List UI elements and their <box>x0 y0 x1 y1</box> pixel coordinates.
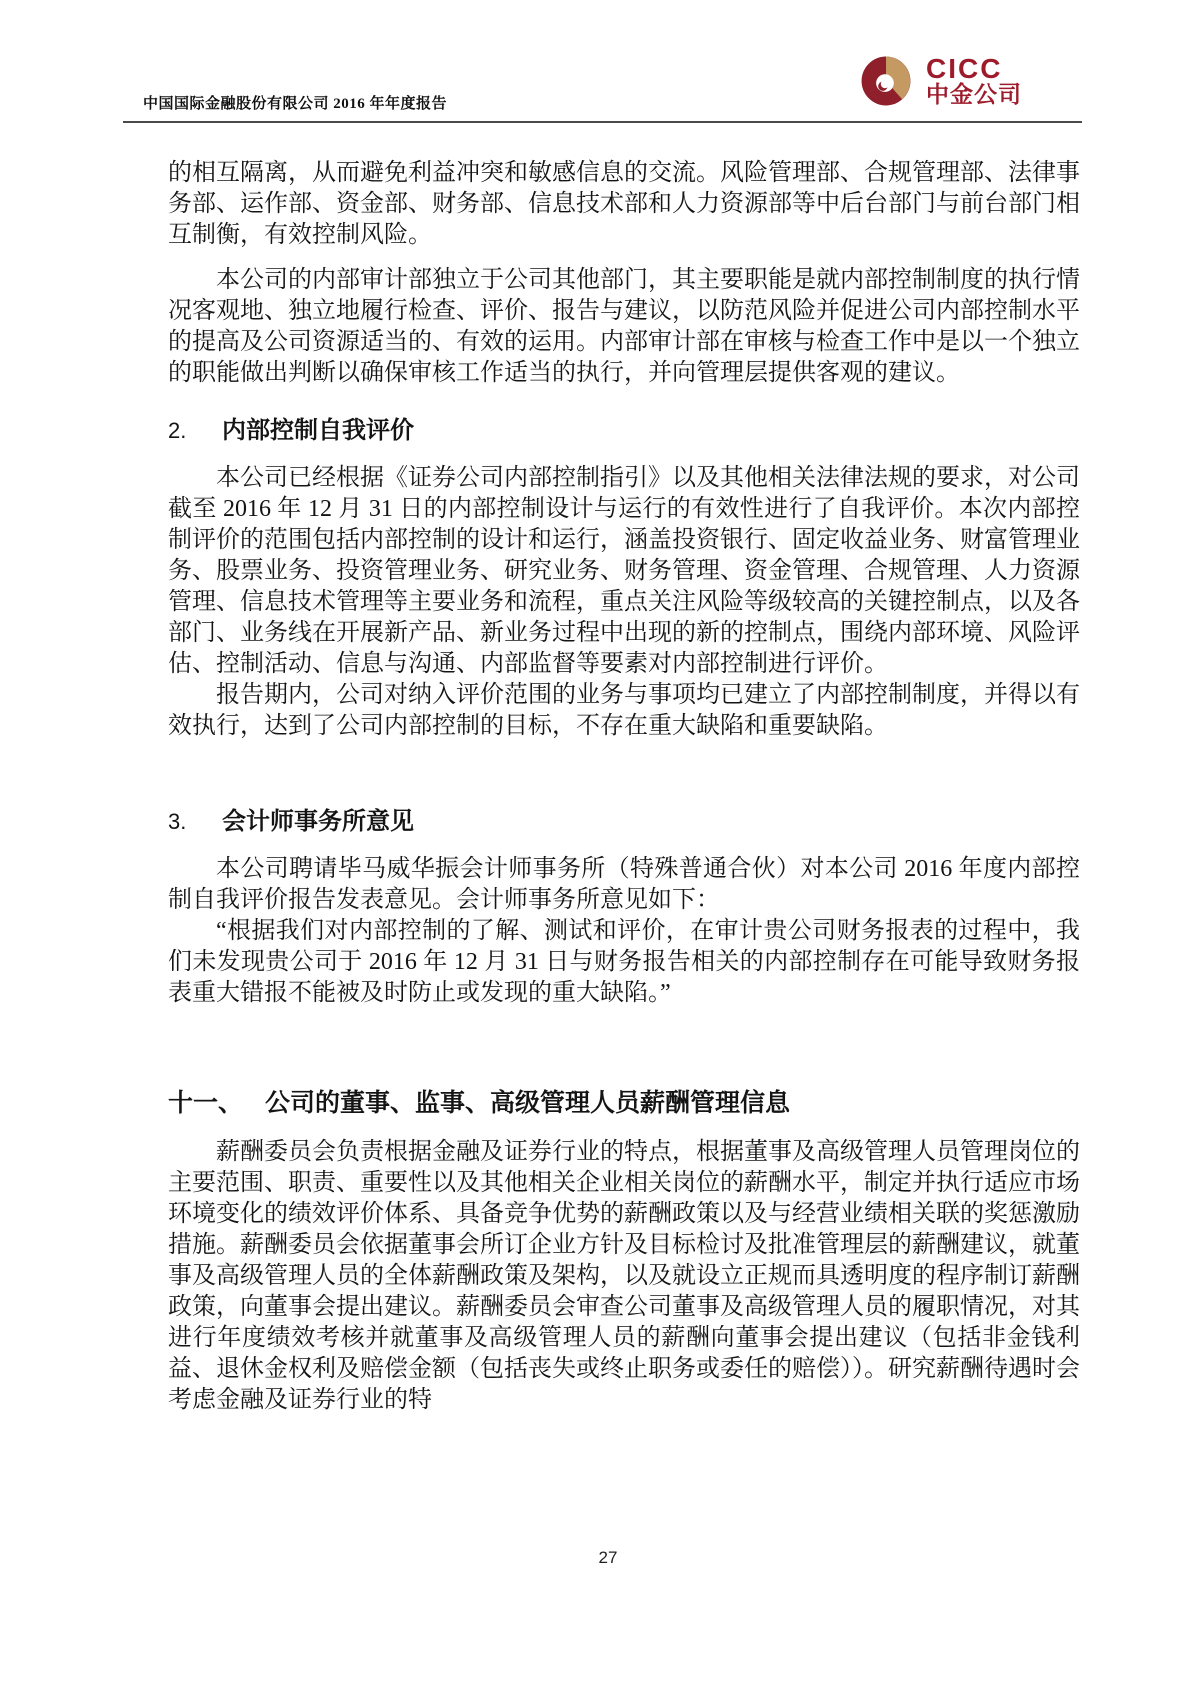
cicc-logo-zh: 中金公司 <box>926 81 1022 108</box>
page-number: 27 <box>598 1548 618 1567</box>
heading-number: 3. <box>168 809 187 834</box>
paragraph-remuneration-committee: 薪酬委员会负责根据金融及证券行业的特点，根据董事及高级管理人员管理岗位的主要范围、职责、重要性以及其他相关企业相关岗位的薪酬水平，制定并执行适应市场环境变化的绩效评价体系、具备竞争优势的薪酬政策以及与经营业绩相关联的奖惩激励措施。薪酬委员会依据董事会所订企业方针及目标检讨及批准管理层的薪酬建议，就董事及高级管理人员的全体薪酬政策及架构，以及就设立正规而具透明度的程序制订薪酬政策，向董事会提出建议。薪酬委员会审查公司董事及高级管理人员的履职情况，对其进行年度绩效考核并就董事及高级管理人员的薪酬向董事会提出建议（包括非金钱利益、退休金权利及赔偿金额（包括丧失或终止职务或委任的赔偿））。研究薪酬待遇时会考虑金融及证券行业的特 <box>168 1139 1080 1413</box>
paragraph-auditor-engagement: 本公司聘请毕马威华振会计师事务所（特殊普通合伙）对本公司 2016 年度内部控制自我评价报告发表意见。会计师事务所意见如下： <box>168 856 1080 913</box>
paragraph-self-evaluation-scope: 本公司已经根据《证券公司内部控制指引》以及其他相关法律法规的要求，对公司截至 2016 年 12 月 31 日的内部控制设计与运行的有效性进行了自我评价。本次内部控制评价的范围包括内部控制的设计和运行，涵盖投资银行、固定收益业务、财富管理业务、股票业务、投资管理业务、研究业务、财务管理、资金管理、合规管理、人力资源管理、信息技术管理等主要业务和流程，重点关注风险等级较高的关键控制点，以及各部门、业务线在开展新产品、新业务过程中出现的新的控制点，围绕内部环境、风险评估、控制活动、信息与沟通、内部监督等要素对内部控制进行评价。 <box>168 465 1080 677</box>
heading-number: 十一、 <box>168 1090 244 1117</box>
heading-internal-control-self-eval <box>168 415 1080 447</box>
paragraph-auditor-quote: “根据我们对内部控制的了解、测试和评价，在审计贵公司财务报表的过程中，我们未发现贵公司于 2016 年 12 月 31 日与财务报告相关的内部控制存在可能导致财务报表重大错报不能被及时防止或发现的重大缺陷。” <box>168 918 1080 1006</box>
cicc-logo <box>860 54 1022 107</box>
paragraph-self-evaluation-result: 报告期内，公司对纳入评价范围的业务与事项均已建立了内部控制制度，并得以有效执行，达到了公司内部控制的目标，不存在重大缺陷和重要缺陷。 <box>168 682 1080 739</box>
cicc-logo-en: CICC <box>926 53 1003 84</box>
heading-accountant-opinion <box>168 806 1080 838</box>
heading-remuneration-section <box>168 1087 1080 1121</box>
report-header-title: 中国国际金融股份有限公司 2016 年年度报告 <box>143 96 448 112</box>
heading-title: 公司的董事、监事、高级管理人员薪酬管理信息 <box>265 1090 791 1117</box>
cicc-logo-mark-icon <box>860 55 912 107</box>
document-body <box>168 158 1080 1416</box>
header-rule <box>123 121 1082 123</box>
paragraph-internal-audit: 本公司的内部审计部独立于公司其他部门，其主要职能是就内部控制制度的执行情况客观地、独立地履行检查、评价、报告与建议，以防范风险并促进公司内部控制水平的提高及公司资源适当的、有效的运用。内部审计部在审核与检查工作中是以一个独立的职能做出判断以确保审核工作适当的执行，并向管理层提供客观的建议。 <box>168 267 1080 386</box>
heading-title: 会计师事务所意见 <box>222 809 414 835</box>
cicc-logo-text <box>926 54 1022 107</box>
paragraph-continuation: 的相互隔离，从而避免利益冲突和敏感信息的交流。风险管理部、合规管理部、法律事务部、运作部、资金部、财务部、信息技术部和人力资源部等中后台部门与前台部门相互制衡，有效控制风险。 <box>168 160 1080 248</box>
heading-number: 2. <box>168 418 187 443</box>
heading-title: 内部控制自我评价 <box>222 418 414 444</box>
